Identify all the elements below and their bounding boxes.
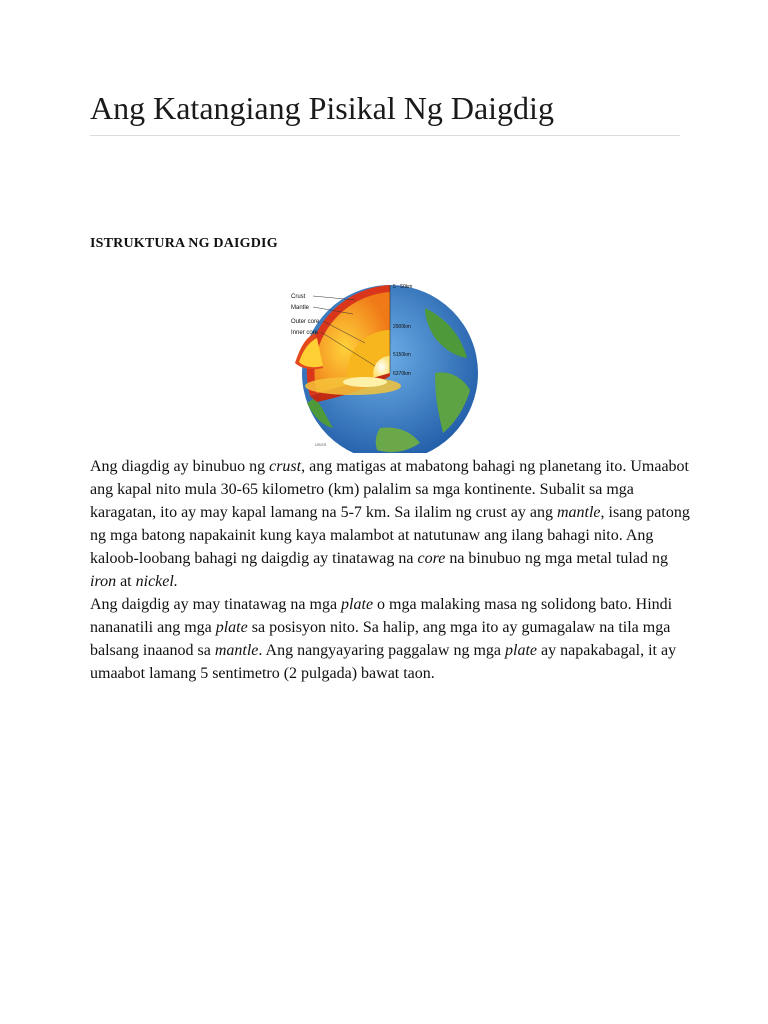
text-run: Ang diagdig ay binubuo ng bbox=[90, 458, 270, 475]
label-depth-surface: 5 - 50km bbox=[393, 284, 413, 290]
term-plate: plate bbox=[215, 619, 248, 636]
term-iron: iron bbox=[90, 573, 117, 590]
text-run: . Ang nangyayaring paggalaw ng mga bbox=[258, 642, 506, 659]
term-crust: crust bbox=[269, 458, 302, 475]
text-run: sa posisyon nito. Sa halip, ang mga ito ay gumagalaw na tila mga balsang inaanod sa bbox=[90, 619, 671, 659]
section-heading: ISTRUKTURA NG DAIGDIG bbox=[90, 236, 278, 251]
text-run: ay napakabagal, it ay umaabot lamang 5 sentimetro (2 pulgada) bawat taon. bbox=[90, 642, 677, 682]
page-title: Ang Katangiang Pisikal Ng Daigdig bbox=[90, 90, 554, 126]
label-depth-mantle: 2900km bbox=[393, 324, 411, 330]
title-divider bbox=[90, 135, 680, 136]
text-run: o mga malaking masa ng solidong bato. Hindi nananatili ang mga bbox=[90, 596, 673, 636]
inner-core-slab bbox=[343, 377, 387, 387]
label-depth-outer: 5150km bbox=[393, 352, 411, 358]
figure-credit: USGS bbox=[315, 442, 327, 447]
text-run: , isang patong ng mga batong napakainit kung kaya malambot at natutunaw ang ilang bahagi nito. Ang kaloob-loobang bahagi ng daigdig ay tinatawag na bbox=[90, 504, 690, 567]
term-mantle: mantle bbox=[556, 504, 601, 521]
label-outer-core: Outer core bbox=[291, 319, 320, 325]
text-run: , ang matigas at mabatong bahagi ng planetang ito. Umaabot ang kapal nito mula 30-65 kilometro (km) palalim sa mga kontinente. Subalit sa mga karagatan, ito ay may kapal lamang na 5-7 km. Sa ilalim ng crust ay ang bbox=[90, 458, 689, 521]
label-inner-core: Inner core bbox=[291, 330, 319, 336]
earth-structure-figure bbox=[285, 278, 485, 453]
label-mantle: Mantle bbox=[291, 305, 310, 311]
text-run: at bbox=[116, 573, 136, 590]
earth-cutaway-diagram bbox=[285, 278, 485, 453]
text-run: Ang daigdig ay may tinatawag na mga bbox=[90, 596, 342, 613]
term-mantle: mantle bbox=[214, 642, 259, 659]
term-plate: plate bbox=[341, 596, 374, 613]
term-plate: plate bbox=[505, 642, 538, 659]
label-crust: Crust bbox=[291, 294, 306, 300]
term-nickel: nickel. bbox=[135, 573, 178, 590]
body-text bbox=[90, 455, 690, 685]
paragraph bbox=[90, 455, 690, 593]
text-run: na binubuo ng mga metal tulad ng bbox=[445, 550, 668, 567]
label-depth-center: 6370km bbox=[393, 371, 411, 377]
paragraph bbox=[90, 593, 690, 685]
term-core: core bbox=[417, 550, 446, 567]
